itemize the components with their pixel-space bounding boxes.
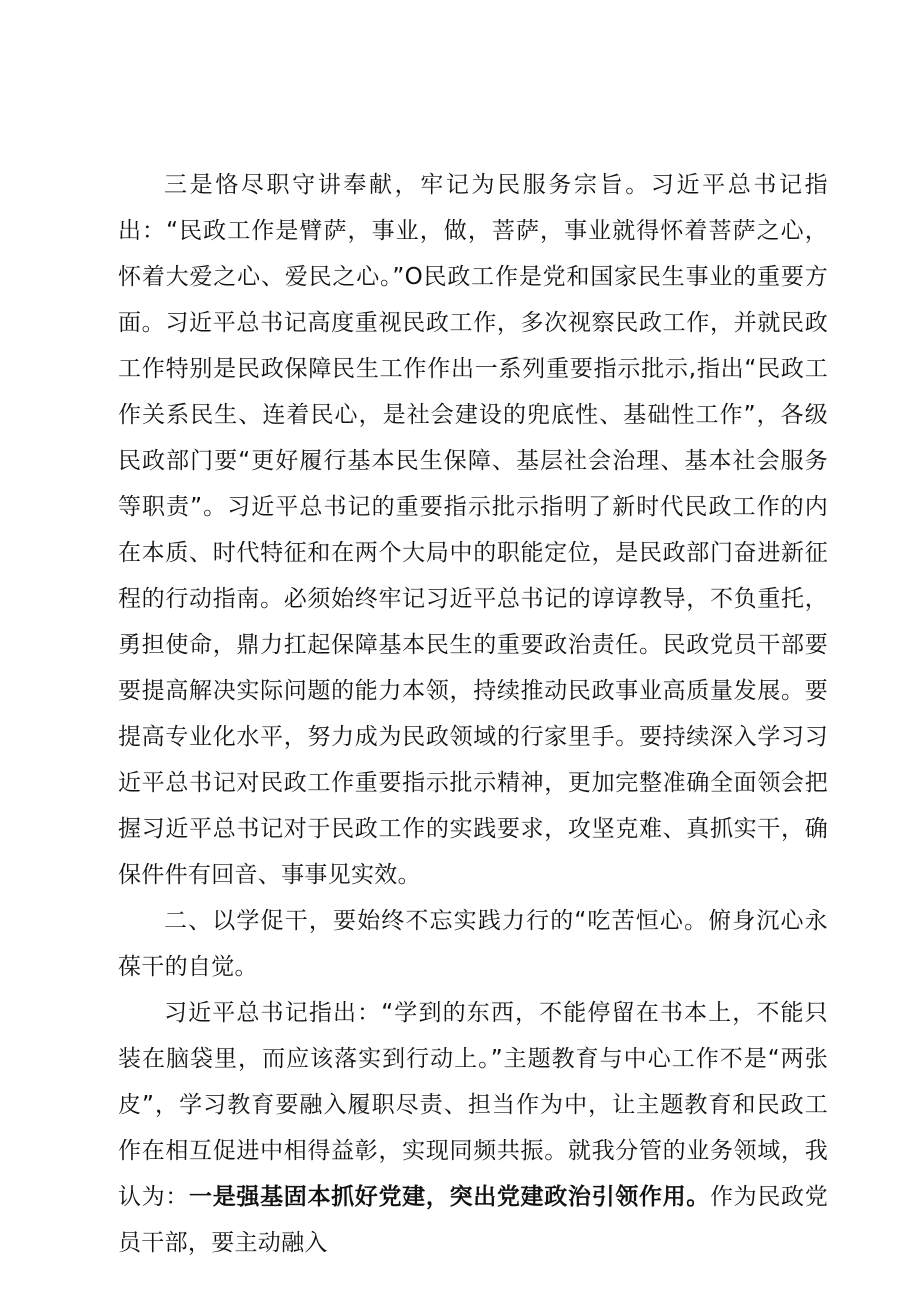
- paragraph-learning-to-action: [118, 990, 828, 1266]
- paragraph-learning-tail: 作为民政党员干部，要主动融入: [118, 1184, 828, 1256]
- paragraph-duty: 三是恪尽职守讲奉献，牢记为民服务宗旨。习近平总书记指出：“民政工作是臂萨，事业，做，菩萨，事业就得怀着菩萨之心，怀着大爱之心、爱民之心。”O民政工作是党和国家民生事业的重要方面。习近平总书记高度重视民政工作，多次视察民政工作，并就民政工作特别是民政保障民生工作作出一系列重要指示批示,指出“民政工作关系民生、连着民心，是社会建设的兜底性、基础性工作”，各级民政部门要“更好履行基本民生保障、基层社会治理、基本社会服务等职责”。习近平总书记的重要指示批示指明了新时代民政工作的内在本质、时代特征和在两个大局中的职能定位，是民政部门奋进新征程的行动指南。必须始终牢记习近平总书记的谆谆教导，不负重托，勇担使命，鼎力扛起保障基本民生的重要政治责任。民政党员干部要要提高解决实际问题的能力本领，持续推动民政事业高质量发展。要提高专业化水平，努力成为民政领域的行家里手。要持续深入学习习近平总书记对民政工作重要指示批示精神，更加完整准确全面领会把握习近平总书记对于民政工作的实践要求，攻坚克难、真抓实干，确保件件有回音、事事见实效。: [118, 172, 828, 888]
- paragraph-section-two-heading: 二、以学促干，要始终不忘实践力行的“吃苦恒心。俯身沉心永葆干的自觉。: [118, 908, 828, 980]
- document-body: [118, 162, 828, 1266]
- paragraph-learning-text: 习近平总书记指出：“学到的东西，不能停留在书本上，不能只装在脑袋里，而应该落实到行动上。”主题教育与中心工作不是“两张皮”，学习教育要融入履职尽责、担当作为中，让主题教育和民政工作在相互促进中相得益彰，实现同频共振。就我分管的业务领域，我认为：: [118, 1000, 828, 1210]
- bold-point-one: 一是强基固本抓好党建，突出党建政治引领作用。: [189, 1184, 710, 1210]
